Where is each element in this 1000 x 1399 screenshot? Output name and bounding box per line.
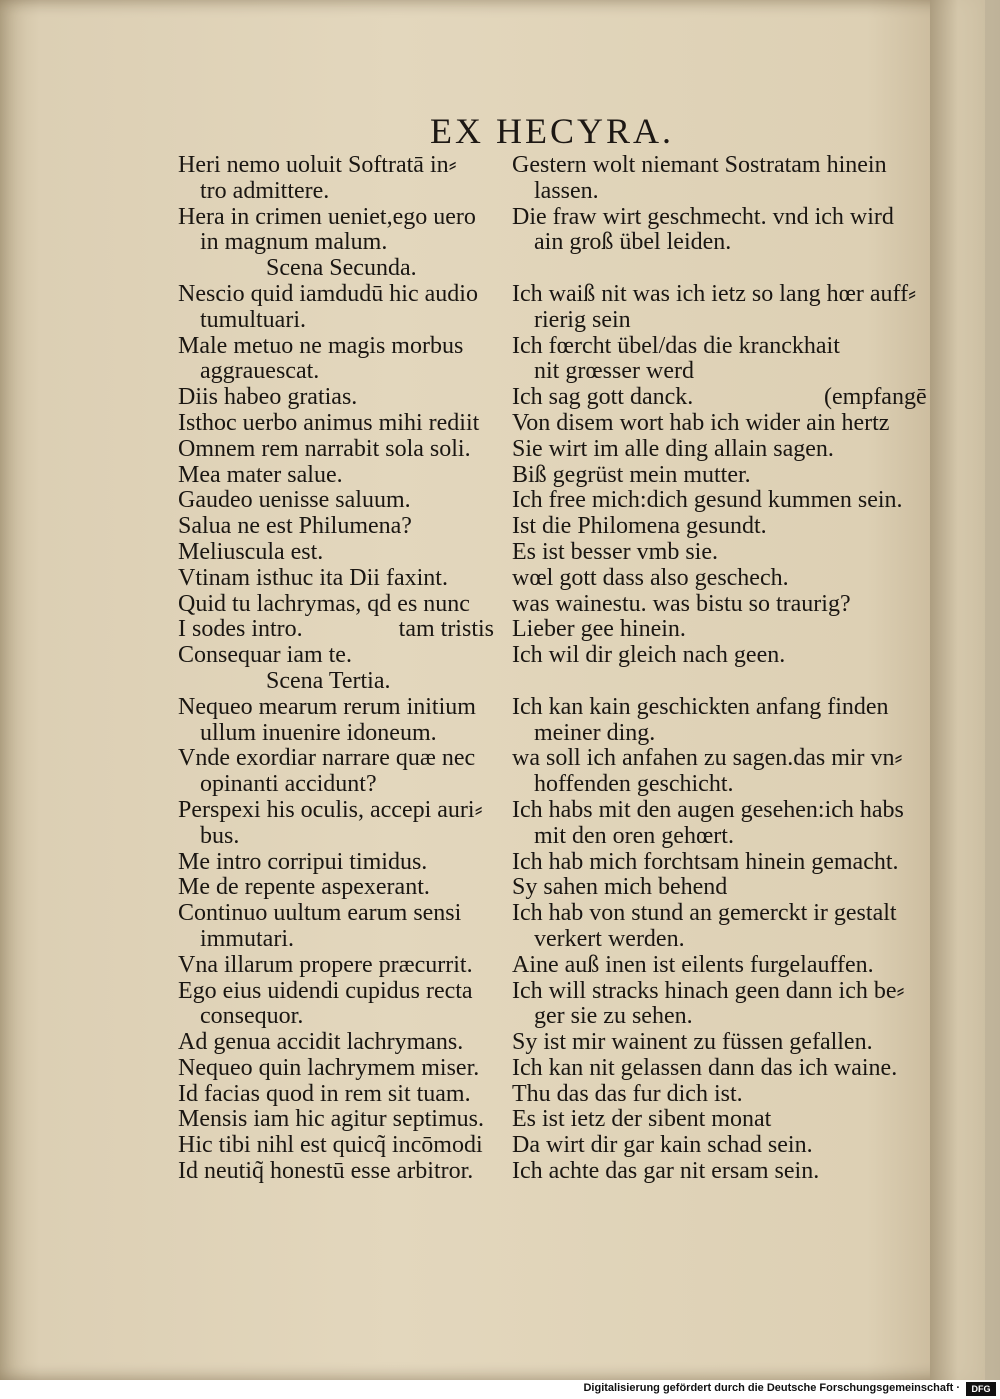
latin-line: Vtinam isthuc ita Dii faxint.	[178, 564, 448, 591]
german-line: Sy sahen mich behend	[512, 874, 728, 901]
latin-line: consequor.	[200, 1003, 304, 1030]
german-aside: (empfangē	[824, 384, 927, 411]
latin-line: Hera in crimen ueniet,ego uero	[178, 203, 476, 230]
latin-line: Id neutiq̃ honestū esse arbitror.	[178, 1158, 474, 1185]
german-line: Es ist ietz der sibent monat	[512, 1106, 772, 1133]
latin-column	[178, 153, 513, 1185]
digitization-footer	[0, 1380, 1000, 1399]
latin-aside: tam tristis	[398, 616, 494, 643]
german-line-blank	[512, 256, 947, 282]
latin-line: tumultuari.	[200, 306, 306, 333]
latin-line: Male metuo ne magis morbus	[178, 332, 464, 359]
german-line: Ich fœrcht übel/das die kranckhait	[512, 332, 840, 359]
latin-line: Meliuscula est.	[178, 538, 324, 565]
latin-line: bus.	[200, 822, 240, 849]
latin-line: in magnum malum.	[200, 229, 388, 256]
german-line: Aine auß inen ist eilents furgelauffen.	[512, 951, 874, 978]
german-line: ain groß übel leiden.	[534, 229, 732, 256]
german-line: Gestern wolt niemant Sostratam hinein	[512, 152, 887, 178]
german-line: meiner ding.	[534, 719, 656, 746]
latin-line: aggrauescat.	[200, 358, 320, 385]
german-line: Lieber gee hinein.	[512, 616, 686, 643]
german-line: Es ist besser vmb sie.	[512, 538, 718, 565]
latin-line: Gaudeo uenisse saluum.	[178, 487, 411, 514]
latin-line: tro admittere.	[200, 177, 330, 204]
german-line: Ich achte das gar nit ersam sein.	[512, 1158, 820, 1185]
german-line: Ich sag gott danck.	[512, 384, 694, 411]
latin-line: Perspexi his oculis, accepi auri⸗	[178, 796, 483, 823]
german-line: Ich wil dir gleich nach geen.	[512, 642, 786, 669]
latin-line: Ad genua accidit lachrymans.	[178, 1029, 464, 1056]
german-line: lassen.	[534, 177, 599, 204]
german-line: Ich kan kain geschickten anfang finden	[512, 693, 889, 720]
german-line: Ich hab mich forchtsam hinein gemacht.	[512, 848, 899, 875]
latin-line: immutari.	[200, 925, 294, 952]
latin-line: Heri nemo uoluit Softratā in⸗	[178, 152, 457, 178]
funding-credit: Digitalisierung gefördert durch die Deutsche Forschungsgemeinschaft ·	[583, 1382, 960, 1394]
latin-line: Id facias quod in rem sit tuam.	[178, 1080, 471, 1107]
german-line: mit den oren gehœrt.	[534, 822, 734, 849]
german-line: Biß gegrüst mein mutter.	[512, 461, 751, 488]
german-line: Ist die Philomena gesundt.	[512, 513, 767, 540]
german-line: Ich hab von stund an gemerckt ir gestalt	[512, 900, 897, 927]
latin-line: Consequar iam te.	[178, 642, 352, 669]
latin-line: opinanti accidunt?	[200, 771, 377, 798]
german-line: hoffenden geschicht.	[534, 771, 734, 798]
german-line: wa soll ich anfahen zu sagen.das mir vn⸗	[512, 745, 903, 772]
german-line: nit grœsser werd	[534, 358, 694, 385]
latin-line: I sodes intro.	[178, 616, 303, 643]
german-line: Ich habs mit den augen gesehen:ich habs	[512, 796, 904, 823]
latin-line: Ego eius uidendi cupidus recta	[178, 977, 473, 1004]
german-line: Da wirt dir gar kain schad sein.	[512, 1132, 813, 1159]
german-line: rierig sein	[534, 306, 631, 333]
latin-line: Nequeo mearum rerum initium	[178, 693, 476, 720]
german-column	[512, 153, 947, 1185]
latin-line: ullum inuenire idoneum.	[200, 719, 437, 746]
latin-line: Vnde exordiar narrare quæ nec	[178, 745, 476, 772]
german-line-blank	[512, 669, 947, 695]
latin-line: Vna illarum propere præcurrit.	[178, 951, 473, 978]
german-line: Sy ist mir wainent zu füssen gefallen.	[512, 1029, 873, 1056]
running-title: EX HECYRA.	[430, 111, 674, 151]
latin-line: Me intro corripui timidus.	[178, 848, 428, 875]
german-line: was wainestu. was bistu so traurig?	[512, 590, 851, 617]
latin-line: Nequeo quin lachrymem miser.	[178, 1054, 480, 1081]
german-line: Ich waiß nit was ich ietz so lang hœr auff⸗	[512, 280, 917, 307]
latin-line: Mensis iam hic agitur septimus.	[178, 1106, 484, 1133]
german-line: Sie wirt im alle ding allain sagen.	[512, 435, 834, 462]
latin-line: Mea mater salue.	[178, 461, 343, 488]
german-line: Ich free mich:dich gesund kummen sein.	[512, 487, 903, 514]
scene-heading: Scena Secunda.	[266, 255, 417, 282]
latin-line: Salua ne est Philumena?	[178, 513, 412, 540]
latin-line: Me de repente aspexerant.	[178, 874, 430, 901]
scene-heading: Scena Tertia.	[266, 667, 391, 694]
german-line: verkert werden.	[534, 925, 685, 952]
german-line: Ich will stracks hinach geen dann ich be⸗	[512, 977, 905, 1004]
dfg-logo: DFG	[966, 1382, 996, 1396]
latin-line-with-aside	[178, 617, 513, 643]
german-line-with-aside	[512, 385, 947, 411]
german-line: ger sie zu sehen.	[534, 1003, 693, 1030]
german-line: wœl gott dass also geschech.	[512, 564, 789, 591]
latin-line: Nescio quid iamdudū hic audio	[178, 280, 478, 307]
german-line: Ich kan nit gelassen dann das ich waine.	[512, 1054, 898, 1081]
latin-line: Hic tibi nihl est quicq̃ incōmodi	[178, 1132, 483, 1159]
latin-line: Diis habeo gratias.	[178, 384, 358, 411]
german-line: Die fraw wirt geschmecht. vnd ich wird	[512, 203, 894, 230]
german-line: Thu das das fur dich ist.	[512, 1080, 743, 1107]
german-line: Von disem wort hab ich wider ain hertz	[512, 409, 890, 436]
latin-line: Isthoc uerbo animus mihi rediit	[178, 409, 480, 436]
latin-line: Quid tu lachrymas, qd es nunc	[178, 590, 470, 617]
latin-line: Continuo uultum earum sensi	[178, 900, 462, 927]
latin-line: Omnem rem narrabit sola soli.	[178, 435, 471, 462]
